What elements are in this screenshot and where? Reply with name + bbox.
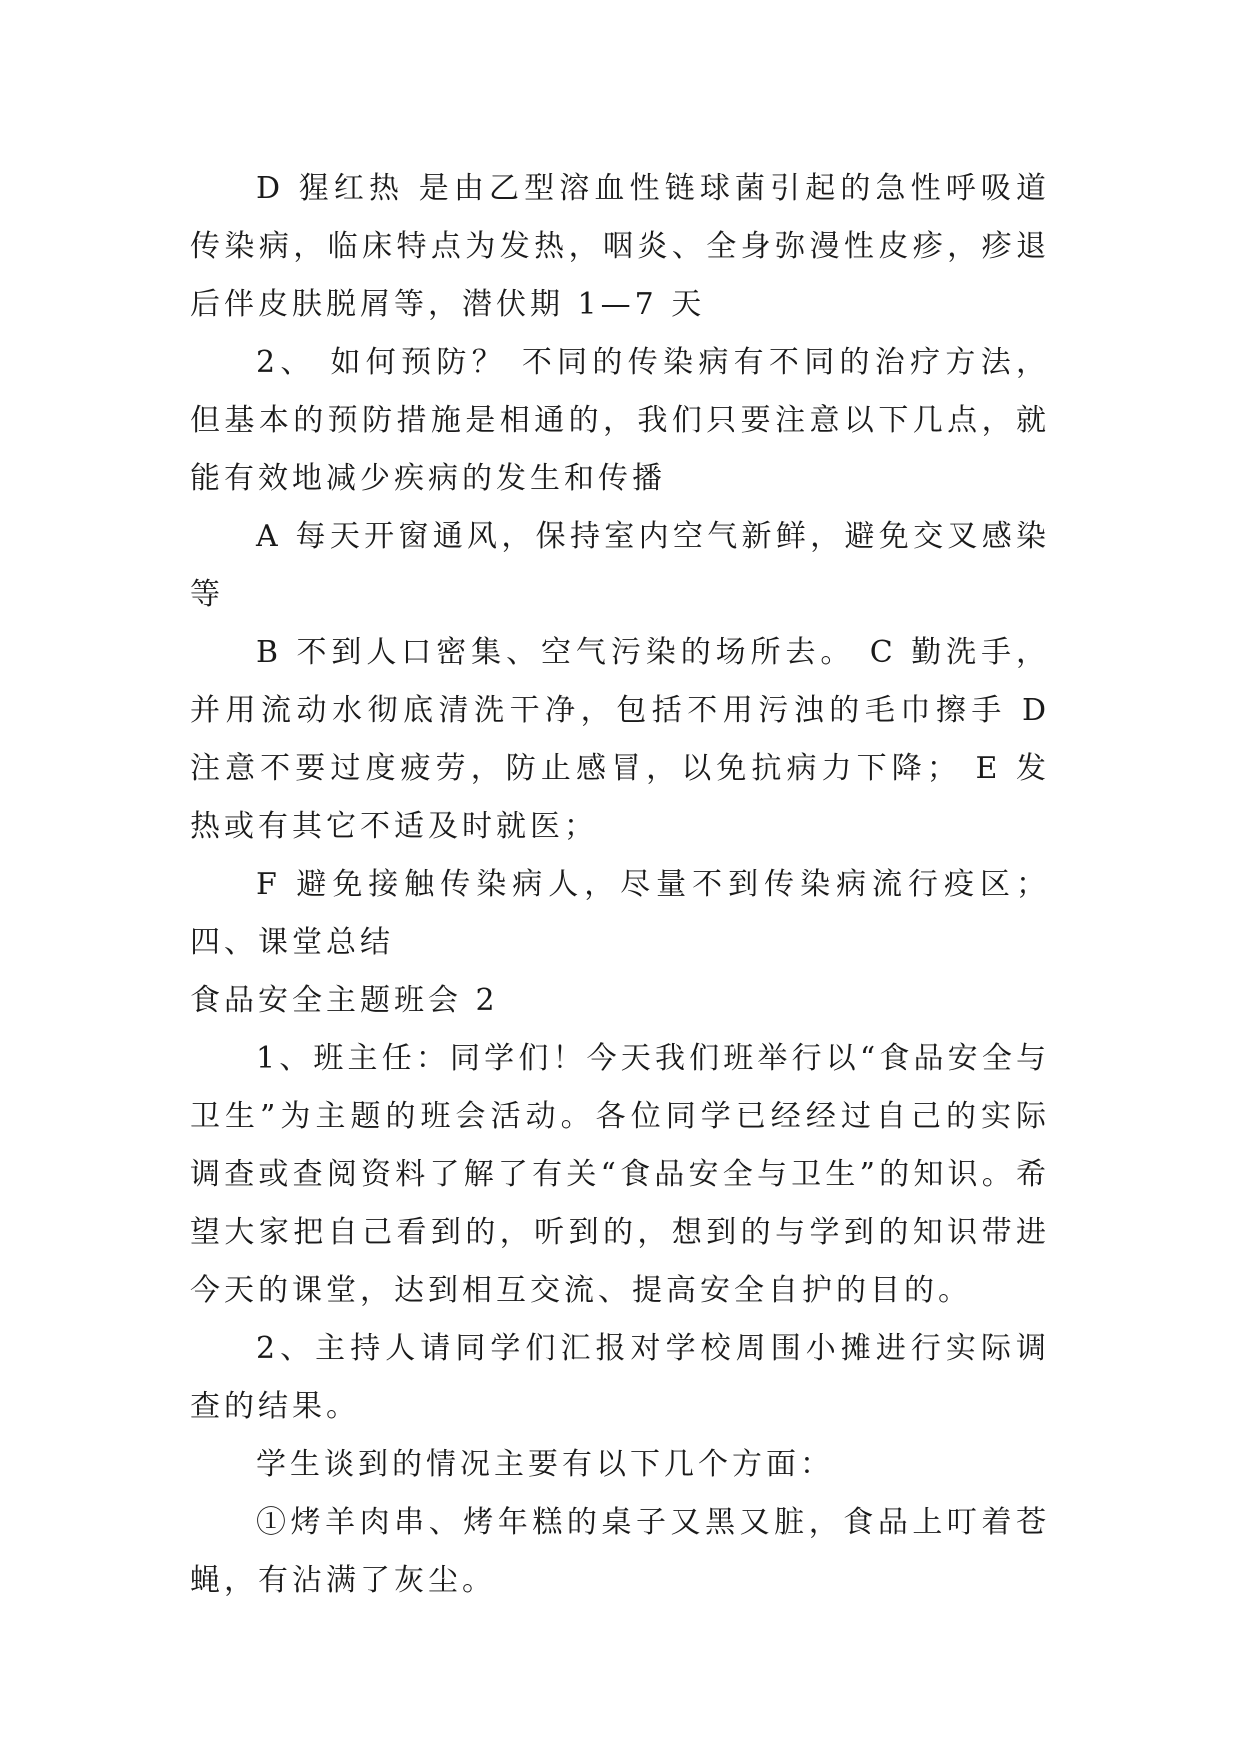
paragraph-measure-a: A 每天开窗通风，保持室内空气新鲜，避免交叉感染等: [190, 519, 1050, 612]
paragraph-prevention: 2、 如何预防？ 不同的传染病有不同的治疗方法，但基本的预防措施是相通的，我们只要注意以下几点，就能有效地减少疾病的发生和传播: [190, 345, 1050, 496]
paragraph-measure-b-e: B 不到人口密集、空气污染的场所去。 C 勤洗手，并用流动水彻底清洗干净，包括不用污浊的毛巾擦手 D 注意不要过度疲劳，防止感冒，以免抗病力下降； E 发热或有其它不适及时就医；: [190, 635, 1050, 844]
paragraph-finding-1: ①烤羊肉串、烤年糕的桌子又黑又脏，食品上叮着苍蝇，有沾满了灰尘。: [190, 1505, 1050, 1598]
paragraph-measure-f: F 避免接触传染病人，尽量不到传染病流行疫区； 四、课堂总结: [190, 867, 1050, 960]
paragraph-host-report: 2、主持人请同学们汇报对学校周围小摊进行实际调查的结果。: [190, 1331, 1050, 1424]
section-title: 食品安全主题班会 2: [190, 983, 499, 1018]
document-body: [190, 160, 1050, 1610]
paragraph-teacher-intro: 1、班主任：同学们！今天我们班举行以“食品安全与卫生”为主题的班会活动。各位同学已经经过自己的实际调查或查阅资料了解了有关“食品安全与卫生”的知识。希望大家把自己看到的，听到的，想到的与学到的知识带进今天的课堂，达到相互交流、提高安全自护的目的。: [190, 1041, 1050, 1308]
paragraph-student-findings: 学生谈到的情况主要有以下几个方面：: [256, 1447, 834, 1482]
paragraph-scarlet-fever: D 猩红热 是由乙型溶血性链球菌引起的急性呼吸道传染病，临床特点为发热，咽炎、全身弥漫性皮疹，疹退后伴皮肤脱屑等，潜伏期 1—7 天: [190, 171, 1050, 322]
